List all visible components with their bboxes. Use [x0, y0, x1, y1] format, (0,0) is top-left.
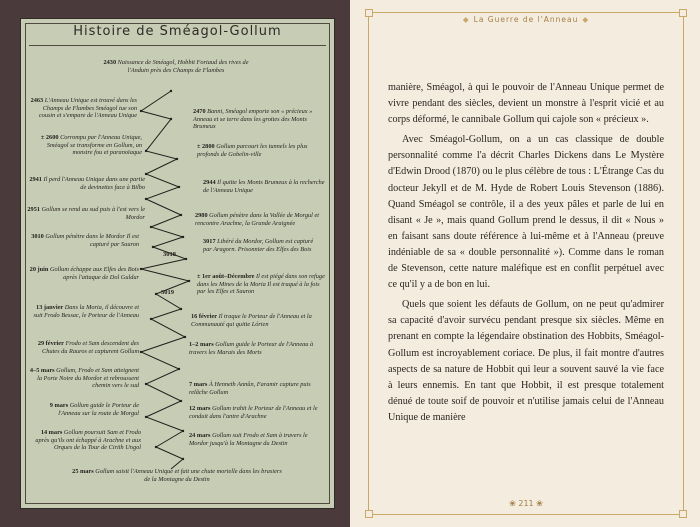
event-1-mars: [189, 341, 327, 356]
event-text: Gollum parcourt les tunnels les plus profonds de Gobelin-ville: [197, 143, 308, 158]
event-text: Il est piégé dans son refuge dans les Mines de la Moria Il est traqué à la fois par les Elfes et Sauron: [197, 273, 325, 296]
event-text: Gollum poursuit Sam et Frodo après qu'ils ont échappé à Arachne et aux Orques de la Tour de Cirith Ungol: [35, 429, 141, 452]
spine-node: [178, 368, 180, 370]
folio: [369, 499, 683, 508]
timeline-panel: [20, 18, 335, 509]
event-text: Gollum saisit l'Anneau Unique et fait une chute mortelle dans les brasiers de la Montagne du Destin: [95, 468, 282, 483]
event-text: Il quitte les Monts Brumeux à la recherche de l'Anneau Unique: [203, 179, 325, 194]
spine-node: [176, 158, 178, 160]
event-year: 2941: [29, 176, 42, 183]
spine-node: [184, 336, 186, 338]
event-year: 2463: [30, 97, 44, 104]
event-2600: [27, 134, 142, 157]
event-text: Gollum, Frodo et Sam atteignent la Porte Noire du Mordor et rebroussent chemin vers le sud: [37, 367, 139, 390]
event-text: Gollum trahit le Porteur de l'Anneau et le conduit dans l'antre d'Arachne: [189, 405, 318, 420]
spine-node: [170, 90, 172, 92]
ornament-icon: ◆: [462, 15, 470, 24]
event-year: 12 mars: [189, 405, 211, 412]
event-9-mars: [27, 402, 139, 417]
event-2800: [197, 143, 327, 158]
event-year: 25 mars: [72, 468, 94, 475]
event-year: 2430: [103, 59, 117, 66]
event-text: Gollum échappe aux Elfes des Bois après l'attaque de Dol Guldur: [49, 266, 139, 281]
event-3010: [27, 233, 139, 248]
spine-node: [145, 173, 147, 175]
spine-node: [145, 383, 147, 385]
event-2941: [27, 176, 145, 191]
event-year: 1–2 mars: [189, 341, 214, 348]
event-text: Banni, Sméagol emporte son « précieux » Anneau et se terre dans les grottes des Monts Brumeux: [193, 108, 313, 131]
paragraph: Quels que soient les défauts de Gollum, on ne peut qu'admirer sa capacité d'avoir survécu pendant presque six siècles. Même en prenant en compte la légendaire obstination des Hobbits, Sméagol-Gollum est incroyablement coriace. De plus, il fait montre d'autres aspects de sa nature de Hobbit qui leur a souvent sauvé la vie face à leurs ennemis. En tant que Hobbit, il est presque totalement dénué de toute soif de pouvoir et n'utilise jamais celui de l'Anneau Unique de manière: [388, 299, 664, 423]
ornament-icon: ❀: [509, 499, 519, 508]
event-16-fevrier: [191, 313, 327, 328]
spine-node: [145, 416, 147, 418]
event-29-fevrier: [27, 340, 139, 355]
spine-node: [140, 351, 142, 353]
spine-node: [188, 280, 190, 282]
spine-node: [182, 236, 184, 238]
event-year: 4–5 mars: [29, 367, 55, 374]
event-2944: [203, 179, 325, 194]
spine-node: [155, 446, 157, 448]
spine-node: [155, 293, 157, 295]
event-2430: [101, 59, 251, 74]
spine-node: [185, 258, 187, 260]
event-text: Gollum guide le Porteur de l'Anneau sur la route de Morgul: [58, 402, 139, 417]
event-text: Naissance de Sméagol, Hobbit Fortaud des rives de l'Anduin près des Champs de Flambes: [117, 59, 249, 74]
ornament-icon: ❀: [533, 499, 543, 508]
event-2463: [27, 97, 137, 120]
event-4-mars: [27, 367, 139, 390]
event-text: Gollum se rend au sud puis à l'est vers le Mordor: [41, 206, 145, 221]
event-25-mars: [71, 468, 283, 483]
spine-node: [145, 198, 147, 200]
event-text: Gollum pénètre dans le Mordor Il est capturé par Sauron: [45, 233, 139, 248]
event-7-mars: [189, 381, 327, 396]
event-aout: [197, 273, 327, 296]
spine-node: [178, 186, 180, 188]
event-year: 2944: [203, 179, 216, 186]
event-year: 14 mars: [40, 429, 63, 436]
spine-node: [145, 150, 147, 152]
timeline-title: Histoire de Sméagol-Gollum: [73, 24, 282, 39]
event-text: Gollum guide le Porteur de l'Anneau à travers les Marais des Morts: [189, 341, 314, 356]
ornament-icon: ◆: [582, 15, 590, 24]
spine-node: [182, 458, 184, 460]
event-year: 9 mars: [49, 402, 69, 409]
event-20-juin: [27, 266, 139, 281]
event-14-mars: [27, 429, 141, 452]
event-year: ± 2600: [40, 134, 59, 141]
spine-year-3018: 3018: [163, 251, 176, 258]
spine-node: [180, 308, 182, 310]
spine-node: [170, 118, 172, 120]
event-2951: [27, 206, 145, 221]
running-head: [369, 15, 683, 24]
spine-node: [180, 400, 182, 402]
event-12-mars: [189, 405, 327, 420]
event-text: Dans la Moria, il découvre et suit Frodo Bessac, le Porteur de l'Anneau: [33, 304, 139, 319]
body-text: [388, 80, 664, 426]
event-year: ± 1er août–Décembre: [197, 273, 255, 280]
event-year: 16 février: [191, 313, 218, 320]
page-number: 211: [518, 499, 534, 508]
paragraph: manière, Sméagol, à qui le pouvoir de l'Anneau Unique permet de vivre pendant des siècles, devient un monstre à l'esprit vicié et au corps déformé, le cannibale Gollum qui cajole son « précieux ».: [388, 82, 664, 126]
event-2980: [195, 212, 327, 227]
event-text: Il perd l'Anneau Unique dans une partie de devinettes face à Bilbo: [43, 176, 145, 191]
event-text: Gollum suit Frodo et Sam à travers le Mordor jusqu'à la Montagne du Destin: [189, 432, 308, 447]
spine-line: [141, 91, 189, 469]
event-24-mars: [189, 432, 327, 447]
event-text: Il traque le Porteur de l'Anneau et la Communauté qui quitte Lórien: [191, 313, 312, 328]
event-year: 2951: [27, 206, 40, 213]
running-head-text: La Guerre de l'Anneau: [473, 15, 579, 24]
event-year: 20 juin: [29, 266, 49, 273]
event-year: 3017: [203, 238, 216, 245]
frame-corner: [365, 510, 373, 518]
spine-node: [150, 318, 152, 320]
spine-node: [180, 214, 182, 216]
event-text: L'Anneau Unique est trouvé dans les Champs de Flambes Sméagol tue son cousin et s'empare de l'Anneau Unique: [38, 97, 137, 120]
spine-year-3019: 3019: [161, 289, 174, 296]
event-year: 29 février: [37, 340, 64, 347]
event-2470: [193, 108, 328, 131]
event-year: 2980: [195, 212, 208, 219]
event-text: Frodo et Sam descendent des Chutes du Rauros et capturent Gollum: [42, 340, 139, 355]
spine-node: [152, 246, 154, 248]
event-year: 13 janvier: [36, 304, 64, 311]
event-year: 3010: [31, 233, 44, 240]
paragraph: Avec Sméagol-Gollum, on a un cas classique de double personnalité comme l'a décrit Charles Dickens dans Le Mystère d'Edwin Drood (1870) ou le plus célèbre de tous : L'Étrange Cas du docteur Jekyll et de M. Hyde de Robert Louis Stevenson (1886). Quand Sméagol se contrôle, il a des yeux pâles et parle de lui en disant « Je », mais quand Gollum prend le dessus, il dit « Nous » en faisant sans doute référence à lui-même et à l'Anneau (preuve indéniable de sa « double personnalité »). Comme dans le roman de Stevenson, cette nature maléfique est en conflit perpétuel avec ce qu'il y a de bon en lui.: [388, 134, 664, 291]
event-year: 2470: [193, 108, 206, 115]
event-year: ± 2800: [197, 143, 215, 150]
event-text: Libéré du Mordor, Gollum est capturé par Aragorn. Prisonnier des Elfes des Bois: [203, 238, 314, 253]
spine-node: [182, 430, 184, 432]
event-text: À Henneth Annûn, Faramir capture puis relâche Gollum: [189, 381, 311, 396]
spine-node: [150, 226, 152, 228]
event-text: Corrompu par l'Anneau Unique, Sméagol se transforme en Gollum, un monstre fou et paranoïaque: [46, 134, 142, 157]
event-year: 24 mars: [189, 432, 211, 439]
event-13-janvier: [27, 304, 139, 319]
frame-corner: [679, 510, 687, 518]
spine-node: [140, 268, 142, 270]
spine-node: [140, 110, 142, 112]
event-year: 7 mars: [189, 381, 208, 388]
event-3017: [203, 238, 323, 253]
event-text: Gollum pénètre dans la Vallée de Morgul et rencontre Arachne, la Grande Araignée: [195, 212, 320, 227]
right-page: [350, 0, 700, 527]
